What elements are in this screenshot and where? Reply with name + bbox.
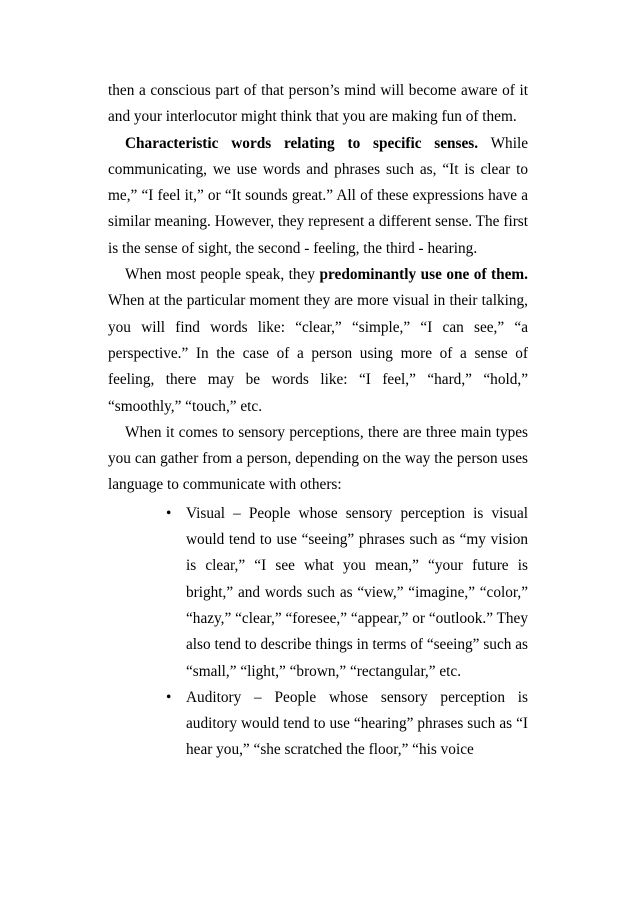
characteristic-words-body: While communicating, we use words and phrases such as, “It is clear to me,” “I feel it,” or “It sounds great.” All of these expressions have a similar meaning. However, they represent a different sense. The first is the sense of sight, the second - feeling, the third - hearing. bbox=[108, 134, 528, 257]
list-item-auditory-text: Auditory – People whose sensory perception is auditory would tend to use “hearing” phrases such as “I hear you,” “she scratched the floor,” “his voice bbox=[186, 688, 528, 759]
predominant-sense-prefix: When most people speak, they bbox=[125, 266, 320, 284]
sensory-types-list bbox=[108, 501, 528, 764]
predominant-sense-body: When at the particular moment they are more visual in their talking, you will find words like: “clear,” “simple,” “I can see,” “a perspective.” In the case of a person using more of a sense of feeling, there may be words like: “I feel,” “hard,” “hold,” “smoothly,” “touch,” etc. bbox=[108, 292, 528, 415]
list-item-visual bbox=[166, 501, 528, 685]
paragraph-characteristic-words bbox=[108, 131, 528, 262]
bullet-icon: • bbox=[166, 688, 172, 706]
characteristic-words-heading: Characteristic words relating to specific senses. bbox=[125, 134, 479, 152]
list-item-visual-text: Visual – People whose sensory perception is visual would tend to use “seeing” phrases such as “my vision is clear,” “I see what you mean,” “your future is bright,” and words such as “view,” “imagine,” “color,” “hazy,” “clear,” “foresee,” “appear,” or “outlook.” They also tend to describe things in terms of “seeing” such as “small,” “light,” “brown,” “rectangular,” etc. bbox=[186, 504, 528, 680]
bullet-icon: • bbox=[166, 504, 172, 522]
paragraph-sensory-types: When it comes to sensory perceptions, there are three main types you can gather from a person, depending on the way the person uses language to communicate with others: bbox=[108, 423, 528, 494]
predominant-sense-emphasis: predominantly use one of them. bbox=[319, 266, 528, 284]
page-content bbox=[108, 78, 528, 764]
paragraph-awareness: then a conscious part of that person’s mind will become aware of it and your interlocutor might think that you are making fun of them. bbox=[108, 82, 528, 126]
paragraph-predominant-sense bbox=[108, 262, 528, 420]
list-item-auditory bbox=[166, 685, 528, 764]
